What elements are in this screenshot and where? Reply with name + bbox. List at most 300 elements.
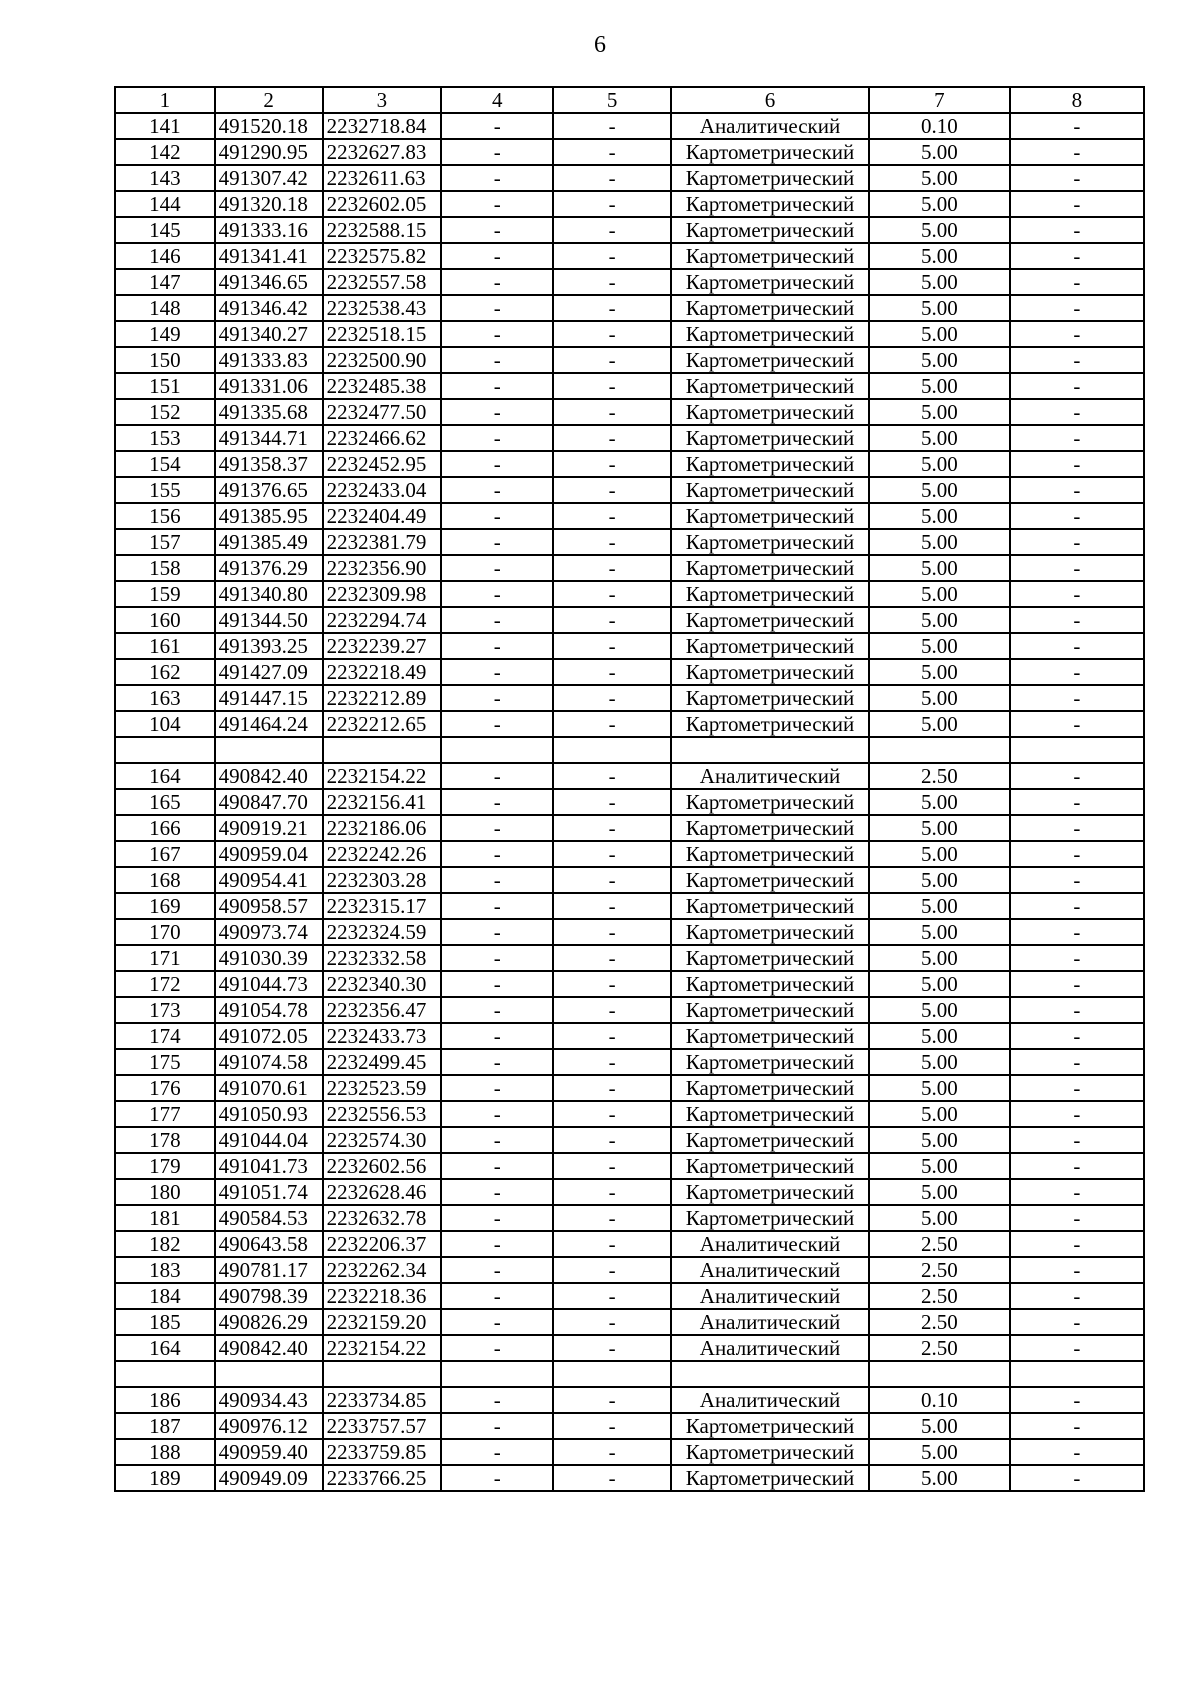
col5-cell: - xyxy=(553,997,670,1023)
col8-cell: - xyxy=(1010,945,1144,971)
point-number-cell: 173 xyxy=(115,997,215,1023)
table-row xyxy=(115,1075,1144,1101)
col5-cell: - xyxy=(553,1413,670,1439)
method-cell: Картометрический xyxy=(671,971,869,997)
col4-cell: - xyxy=(441,1075,553,1101)
table-row xyxy=(115,295,1144,321)
accuracy-cell xyxy=(869,737,1010,763)
point-number-cell: 174 xyxy=(115,1023,215,1049)
accuracy-cell: 2.50 xyxy=(869,1283,1010,1309)
table-row xyxy=(115,685,1144,711)
y-coordinate-cell: 2232242.26 xyxy=(323,841,442,867)
table-row xyxy=(115,113,1144,139)
accuracy-cell: 5.00 xyxy=(869,997,1010,1023)
col4-cell: - xyxy=(441,1231,553,1257)
col4-cell: - xyxy=(441,1023,553,1049)
method-cell: Аналитический xyxy=(671,763,869,789)
col8-cell: - xyxy=(1010,789,1144,815)
table-row xyxy=(115,399,1144,425)
col8-cell xyxy=(1010,737,1144,763)
col8-cell xyxy=(1010,1361,1144,1387)
table-row xyxy=(115,763,1144,789)
x-coordinate-cell: 491307.42 xyxy=(215,165,323,191)
x-coordinate-cell: 490643.58 xyxy=(215,1231,323,1257)
col8-cell: - xyxy=(1010,321,1144,347)
table-row xyxy=(115,1231,1144,1257)
y-coordinate-cell: 2232628.46 xyxy=(323,1179,442,1205)
table-row xyxy=(115,1413,1144,1439)
table-row xyxy=(115,1049,1144,1075)
x-coordinate-cell: 490959.04 xyxy=(215,841,323,867)
y-coordinate-cell: 2232294.74 xyxy=(323,607,442,633)
method-cell: Картометрический xyxy=(671,373,869,399)
x-coordinate-cell: 490958.57 xyxy=(215,893,323,919)
accuracy-cell: 5.00 xyxy=(869,243,1010,269)
method-cell: Картометрический xyxy=(671,1075,869,1101)
col5-cell: - xyxy=(553,1049,670,1075)
col5-cell: - xyxy=(553,1101,670,1127)
point-number-cell: 164 xyxy=(115,1335,215,1361)
method-cell: Картометрический xyxy=(671,633,869,659)
y-coordinate-cell: 2232433.73 xyxy=(323,1023,442,1049)
y-coordinate-cell xyxy=(323,1361,442,1387)
y-coordinate-cell: 2232154.22 xyxy=(323,1335,442,1361)
col4-cell: - xyxy=(441,1257,553,1283)
accuracy-cell: 5.00 xyxy=(869,1075,1010,1101)
col4-cell: - xyxy=(441,633,553,659)
column-header: 8 xyxy=(1010,87,1144,113)
x-coordinate-cell: 490949.09 xyxy=(215,1465,323,1491)
col4-cell: - xyxy=(441,919,553,945)
x-coordinate-cell: 491050.93 xyxy=(215,1101,323,1127)
table-row xyxy=(115,1309,1144,1335)
col4-cell: - xyxy=(441,321,553,347)
method-cell: Аналитический xyxy=(671,1335,869,1361)
col4-cell: - xyxy=(441,1179,553,1205)
col5-cell: - xyxy=(553,607,670,633)
col5-cell: - xyxy=(553,1309,670,1335)
col5-cell: - xyxy=(553,1283,670,1309)
col5-cell: - xyxy=(553,217,670,243)
x-coordinate-cell: 491340.80 xyxy=(215,581,323,607)
y-coordinate-cell: 2232499.45 xyxy=(323,1049,442,1075)
col4-cell: - xyxy=(441,1283,553,1309)
column-header: 6 xyxy=(671,87,869,113)
accuracy-cell: 5.00 xyxy=(869,555,1010,581)
table-row xyxy=(115,451,1144,477)
y-coordinate-cell: 2232556.53 xyxy=(323,1101,442,1127)
y-coordinate-cell: 2232500.90 xyxy=(323,347,442,373)
y-coordinate-cell: 2232356.47 xyxy=(323,997,442,1023)
table-row xyxy=(115,1101,1144,1127)
method-cell: Картометрический xyxy=(671,1413,869,1439)
col8-cell: - xyxy=(1010,139,1144,165)
method-cell: Картометрический xyxy=(671,1101,869,1127)
col4-cell: - xyxy=(441,1153,553,1179)
col8-cell: - xyxy=(1010,1049,1144,1075)
accuracy-cell: 2.50 xyxy=(869,1231,1010,1257)
x-coordinate-cell: 491385.95 xyxy=(215,503,323,529)
point-number-cell: 143 xyxy=(115,165,215,191)
col4-cell: - xyxy=(441,893,553,919)
col8-cell: - xyxy=(1010,113,1144,139)
col8-cell: - xyxy=(1010,815,1144,841)
x-coordinate-cell: 491344.71 xyxy=(215,425,323,451)
y-coordinate-cell: 2232404.49 xyxy=(323,503,442,529)
point-number-cell: 158 xyxy=(115,555,215,581)
col5-cell: - xyxy=(553,659,670,685)
accuracy-cell: 5.00 xyxy=(869,1127,1010,1153)
col5-cell: - xyxy=(553,399,670,425)
col4-cell: - xyxy=(441,945,553,971)
col4-cell: - xyxy=(441,295,553,321)
x-coordinate-cell: 491041.73 xyxy=(215,1153,323,1179)
y-coordinate-cell: 2232303.28 xyxy=(323,867,442,893)
table-row xyxy=(115,1283,1144,1309)
x-coordinate-cell: 491290.95 xyxy=(215,139,323,165)
col4-cell: - xyxy=(441,789,553,815)
x-coordinate-cell: 491341.41 xyxy=(215,243,323,269)
y-coordinate-cell: 2232588.15 xyxy=(323,217,442,243)
x-coordinate-cell: 491340.27 xyxy=(215,321,323,347)
table-row xyxy=(115,1361,1144,1387)
method-cell: Картометрический xyxy=(671,347,869,373)
col5-cell: - xyxy=(553,113,670,139)
table-row xyxy=(115,1387,1144,1413)
y-coordinate-cell: 2232356.90 xyxy=(323,555,442,581)
accuracy-cell: 5.00 xyxy=(869,815,1010,841)
col5-cell: - xyxy=(553,1231,670,1257)
x-coordinate-cell xyxy=(215,1361,323,1387)
col5-cell: - xyxy=(553,815,670,841)
col8-cell: - xyxy=(1010,191,1144,217)
y-coordinate-cell: 2232324.59 xyxy=(323,919,442,945)
accuracy-cell: 5.00 xyxy=(869,1023,1010,1049)
col5-cell: - xyxy=(553,1439,670,1465)
y-coordinate-cell: 2232452.95 xyxy=(323,451,442,477)
col4-cell: - xyxy=(441,1309,553,1335)
method-cell: Картометрический xyxy=(671,607,869,633)
col5-cell: - xyxy=(553,477,670,503)
column-header: 1 xyxy=(115,87,215,113)
accuracy-cell: 2.50 xyxy=(869,1257,1010,1283)
method-cell: Картометрический xyxy=(671,529,869,555)
col5-cell: - xyxy=(553,165,670,191)
point-number-cell: 154 xyxy=(115,451,215,477)
col4-cell xyxy=(441,737,553,763)
x-coordinate-cell: 491333.16 xyxy=(215,217,323,243)
col8-cell: - xyxy=(1010,1075,1144,1101)
point-number-cell: 169 xyxy=(115,893,215,919)
point-number-cell: 172 xyxy=(115,971,215,997)
accuracy-cell: 5.00 xyxy=(869,607,1010,633)
table-row xyxy=(115,1465,1144,1491)
table-row xyxy=(115,997,1144,1023)
table-row xyxy=(115,659,1144,685)
accuracy-cell: 5.00 xyxy=(869,425,1010,451)
col5-cell: - xyxy=(553,581,670,607)
col8-cell: - xyxy=(1010,685,1144,711)
table-row xyxy=(115,633,1144,659)
col4-cell: - xyxy=(441,1387,553,1413)
x-coordinate-cell: 491333.83 xyxy=(215,347,323,373)
point-number-cell: 184 xyxy=(115,1283,215,1309)
point-number-cell: 162 xyxy=(115,659,215,685)
col8-cell: - xyxy=(1010,217,1144,243)
accuracy-cell: 5.00 xyxy=(869,399,1010,425)
col5-cell: - xyxy=(553,841,670,867)
table-row xyxy=(115,1257,1144,1283)
y-coordinate-cell: 2232381.79 xyxy=(323,529,442,555)
point-number-cell: 148 xyxy=(115,295,215,321)
y-coordinate-cell: 2232602.56 xyxy=(323,1153,442,1179)
y-coordinate-cell: 2232575.82 xyxy=(323,243,442,269)
method-cell: Картометрический xyxy=(671,789,869,815)
accuracy-cell: 5.00 xyxy=(869,685,1010,711)
column-header: 5 xyxy=(553,87,670,113)
col4-cell xyxy=(441,1361,553,1387)
accuracy-cell: 5.00 xyxy=(869,711,1010,737)
col8-cell: - xyxy=(1010,1179,1144,1205)
col8-cell: - xyxy=(1010,711,1144,737)
table-header-row xyxy=(115,87,1144,113)
col8-cell: - xyxy=(1010,1231,1144,1257)
col5-cell: - xyxy=(553,269,670,295)
y-coordinate-cell: 2232602.05 xyxy=(323,191,442,217)
accuracy-cell: 5.00 xyxy=(869,789,1010,815)
y-coordinate-cell: 2232523.59 xyxy=(323,1075,442,1101)
col8-cell: - xyxy=(1010,1413,1144,1439)
method-cell: Картометрический xyxy=(671,685,869,711)
col4-cell: - xyxy=(441,1101,553,1127)
method-cell: Картометрический xyxy=(671,1049,869,1075)
point-number-cell: 153 xyxy=(115,425,215,451)
y-coordinate-cell: 2232477.50 xyxy=(323,399,442,425)
col5-cell: - xyxy=(553,1179,670,1205)
y-coordinate-cell: 2232538.43 xyxy=(323,295,442,321)
accuracy-cell: 5.00 xyxy=(869,529,1010,555)
col8-cell: - xyxy=(1010,919,1144,945)
col4-cell: - xyxy=(441,399,553,425)
table-row xyxy=(115,425,1144,451)
x-coordinate-cell: 491447.15 xyxy=(215,685,323,711)
accuracy-cell: 5.00 xyxy=(869,1153,1010,1179)
method-cell: Картометрический xyxy=(671,139,869,165)
y-coordinate-cell: 2232212.89 xyxy=(323,685,442,711)
accuracy-cell xyxy=(869,1361,1010,1387)
x-coordinate-cell: 491051.74 xyxy=(215,1179,323,1205)
col8-cell: - xyxy=(1010,555,1144,581)
x-coordinate-cell: 491376.29 xyxy=(215,555,323,581)
method-cell: Картометрический xyxy=(671,659,869,685)
accuracy-cell: 5.00 xyxy=(869,321,1010,347)
x-coordinate-cell: 490781.17 xyxy=(215,1257,323,1283)
x-coordinate-cell: 491346.42 xyxy=(215,295,323,321)
table-row xyxy=(115,1179,1144,1205)
point-number-cell xyxy=(115,737,215,763)
x-coordinate-cell: 490847.70 xyxy=(215,789,323,815)
method-cell: Картометрический xyxy=(671,1127,869,1153)
col8-cell: - xyxy=(1010,529,1144,555)
table-row xyxy=(115,373,1144,399)
col8-cell: - xyxy=(1010,347,1144,373)
col8-cell: - xyxy=(1010,659,1144,685)
x-coordinate-cell: 490798.39 xyxy=(215,1283,323,1309)
col4-cell: - xyxy=(441,581,553,607)
table-row xyxy=(115,321,1144,347)
x-coordinate-cell: 491044.73 xyxy=(215,971,323,997)
table-row xyxy=(115,841,1144,867)
x-coordinate-cell: 490842.40 xyxy=(215,763,323,789)
y-coordinate-cell: 2232159.20 xyxy=(323,1309,442,1335)
col4-cell: - xyxy=(441,451,553,477)
table-row xyxy=(115,139,1144,165)
accuracy-cell: 5.00 xyxy=(869,1179,1010,1205)
table-row xyxy=(115,919,1144,945)
x-coordinate-cell: 491344.50 xyxy=(215,607,323,633)
col8-cell: - xyxy=(1010,399,1144,425)
table-row xyxy=(115,867,1144,893)
accuracy-cell: 5.00 xyxy=(869,893,1010,919)
col5-cell: - xyxy=(553,1387,670,1413)
col5-cell xyxy=(553,1361,670,1387)
y-coordinate-cell: 2232218.36 xyxy=(323,1283,442,1309)
point-number-cell: 187 xyxy=(115,1413,215,1439)
table-row xyxy=(115,1205,1144,1231)
y-coordinate-cell: 2232466.62 xyxy=(323,425,442,451)
col8-cell: - xyxy=(1010,633,1144,659)
col8-cell: - xyxy=(1010,1101,1144,1127)
y-coordinate-cell: 2232154.22 xyxy=(323,763,442,789)
accuracy-cell: 2.50 xyxy=(869,1309,1010,1335)
col8-cell: - xyxy=(1010,1387,1144,1413)
accuracy-cell: 5.00 xyxy=(869,1101,1010,1127)
col8-cell: - xyxy=(1010,425,1144,451)
point-number-cell: 159 xyxy=(115,581,215,607)
x-coordinate-cell: 491358.37 xyxy=(215,451,323,477)
method-cell: Картометрический xyxy=(671,1439,869,1465)
y-coordinate-cell: 2232718.84 xyxy=(323,113,442,139)
x-coordinate-cell: 490584.53 xyxy=(215,1205,323,1231)
col5-cell: - xyxy=(553,789,670,815)
col4-cell: - xyxy=(441,243,553,269)
method-cell: Картометрический xyxy=(671,425,869,451)
point-number-cell: 177 xyxy=(115,1101,215,1127)
table-row xyxy=(115,1127,1144,1153)
accuracy-cell: 5.00 xyxy=(869,945,1010,971)
x-coordinate-cell: 490976.12 xyxy=(215,1413,323,1439)
page-number: 6 xyxy=(594,32,606,58)
y-coordinate-cell: 2232557.58 xyxy=(323,269,442,295)
accuracy-cell: 5.00 xyxy=(869,139,1010,165)
table-row xyxy=(115,529,1144,555)
point-number-cell: 141 xyxy=(115,113,215,139)
col8-cell: - xyxy=(1010,997,1144,1023)
y-coordinate-cell: 2232627.83 xyxy=(323,139,442,165)
point-number-cell: 183 xyxy=(115,1257,215,1283)
accuracy-cell: 5.00 xyxy=(869,347,1010,373)
table-row xyxy=(115,1439,1144,1465)
point-number-cell: 168 xyxy=(115,867,215,893)
point-number-cell: 167 xyxy=(115,841,215,867)
col5-cell: - xyxy=(553,685,670,711)
accuracy-cell: 5.00 xyxy=(869,1205,1010,1231)
x-coordinate-cell: 491072.05 xyxy=(215,1023,323,1049)
y-coordinate-cell xyxy=(323,737,442,763)
method-cell: Картометрический xyxy=(671,867,869,893)
method-cell: Картометрический xyxy=(671,321,869,347)
method-cell: Картометрический xyxy=(671,269,869,295)
x-coordinate-cell: 490954.41 xyxy=(215,867,323,893)
method-cell: Картометрический xyxy=(671,997,869,1023)
col5-cell: - xyxy=(553,321,670,347)
y-coordinate-cell: 2232485.38 xyxy=(323,373,442,399)
col5-cell: - xyxy=(553,1335,670,1361)
y-coordinate-cell: 2232262.34 xyxy=(323,1257,442,1283)
method-cell: Картометрический xyxy=(671,165,869,191)
point-number-cell: 142 xyxy=(115,139,215,165)
method-cell: Картометрический xyxy=(671,581,869,607)
col5-cell: - xyxy=(553,555,670,581)
method-cell: Аналитический xyxy=(671,1231,869,1257)
point-number-cell: 147 xyxy=(115,269,215,295)
col4-cell: - xyxy=(441,815,553,841)
x-coordinate-cell: 491427.09 xyxy=(215,659,323,685)
accuracy-cell: 5.00 xyxy=(869,919,1010,945)
col5-cell: - xyxy=(553,1257,670,1283)
col8-cell: - xyxy=(1010,893,1144,919)
point-number-cell: 150 xyxy=(115,347,215,373)
method-cell: Картометрический xyxy=(671,1153,869,1179)
accuracy-cell: 5.00 xyxy=(869,295,1010,321)
table-row xyxy=(115,815,1144,841)
accuracy-cell: 5.00 xyxy=(869,269,1010,295)
accuracy-cell: 5.00 xyxy=(869,217,1010,243)
x-coordinate-cell: 491320.18 xyxy=(215,191,323,217)
x-coordinate-cell: 491393.25 xyxy=(215,633,323,659)
col8-cell: - xyxy=(1010,1257,1144,1283)
x-coordinate-cell: 491331.06 xyxy=(215,373,323,399)
col4-cell: - xyxy=(441,659,553,685)
method-cell: Картометрический xyxy=(671,919,869,945)
col8-cell: - xyxy=(1010,1205,1144,1231)
x-coordinate-cell: 491346.65 xyxy=(215,269,323,295)
table-row xyxy=(115,477,1144,503)
point-number-cell: 181 xyxy=(115,1205,215,1231)
col8-cell: - xyxy=(1010,1153,1144,1179)
col5-cell: - xyxy=(553,711,670,737)
accuracy-cell: 5.00 xyxy=(869,971,1010,997)
col5-cell: - xyxy=(553,945,670,971)
x-coordinate-cell: 490842.40 xyxy=(215,1335,323,1361)
col4-cell: - xyxy=(441,971,553,997)
point-number-cell: 152 xyxy=(115,399,215,425)
method-cell: Картометрический xyxy=(671,295,869,321)
x-coordinate-cell: 490973.74 xyxy=(215,919,323,945)
y-coordinate-cell: 2232206.37 xyxy=(323,1231,442,1257)
y-coordinate-cell: 2232218.49 xyxy=(323,659,442,685)
y-coordinate-cell: 2232156.41 xyxy=(323,789,442,815)
method-cell: Картометрический xyxy=(671,841,869,867)
accuracy-cell: 5.00 xyxy=(869,867,1010,893)
x-coordinate-cell: 490959.40 xyxy=(215,1439,323,1465)
col8-cell: - xyxy=(1010,581,1144,607)
x-coordinate-cell xyxy=(215,737,323,763)
col5-cell: - xyxy=(553,425,670,451)
col4-cell: - xyxy=(441,477,553,503)
table-row xyxy=(115,217,1144,243)
table-row xyxy=(115,789,1144,815)
